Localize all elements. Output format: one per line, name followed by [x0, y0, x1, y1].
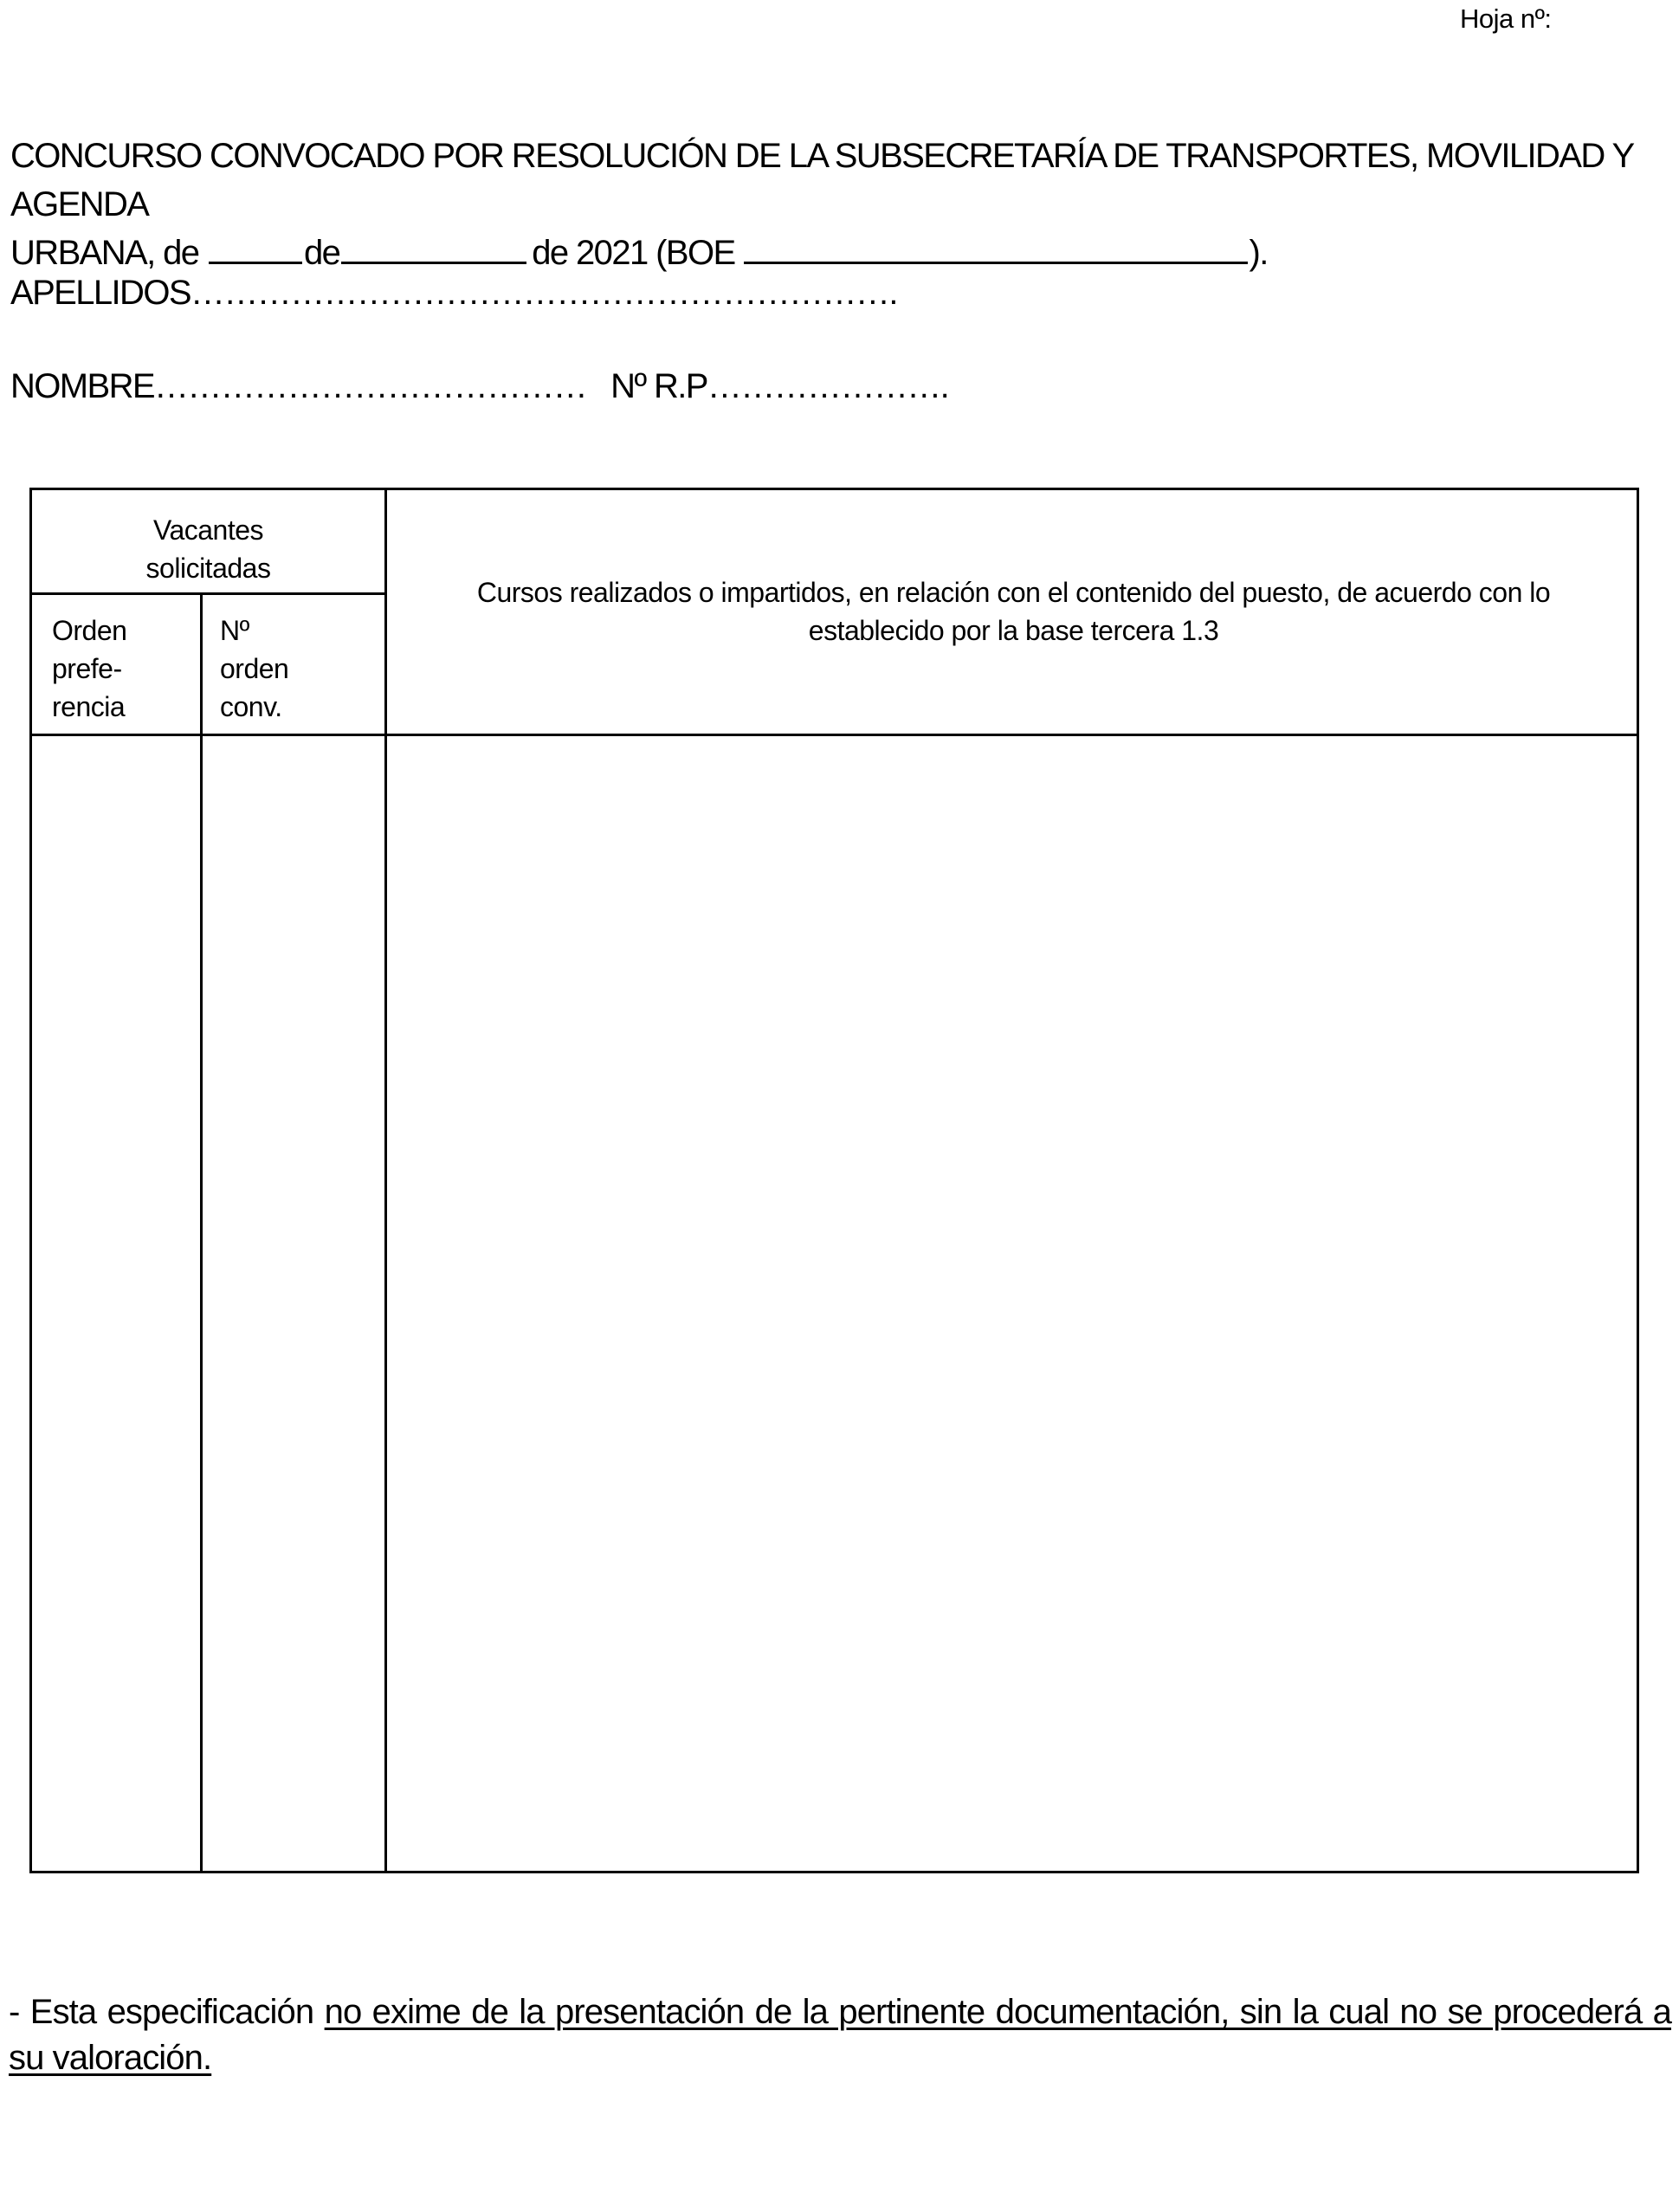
orden-preferencia-header: Orden prefe-rencia: [52, 615, 127, 722]
note-underlined: no exime de la presentación de la pertinente documentación, sin la cual no se procederá a su valoración.: [9, 1993, 1672, 2077]
divider-vacantes-sub: [32, 592, 384, 595]
note-prefix: - Esta especificación: [9, 1993, 314, 2031]
day-blank-field[interactable]: [209, 230, 302, 264]
nombre-row: [10, 367, 948, 406]
title-urbana: URBANA, de: [10, 234, 199, 272]
orden-preferencia-cell[interactable]: [32, 736, 200, 1871]
vacantes-header: Vacantes solicitadas: [145, 514, 271, 584]
document-title: [10, 132, 1669, 277]
boe-blank-field[interactable]: [744, 230, 1248, 264]
numero-orden-header: Nº orden conv.: [220, 615, 289, 722]
cursos-cell[interactable]: [387, 736, 1637, 1871]
title-close: ).: [1249, 234, 1268, 272]
month-blank-field[interactable]: [341, 230, 526, 264]
registro-personal-field[interactable]: Nº R.P………………….: [610, 367, 949, 405]
page-number-label: Hoja nº:: [1460, 3, 1552, 34]
title-year: de 2021 (BOE: [532, 234, 735, 272]
apellidos-field[interactable]: APELLIDOS……………………………………………………….: [10, 274, 897, 312]
title-de: de: [303, 234, 340, 272]
cursos-header: Cursos realizados o impartidos, en relación con el contenido del puesto, de acuerdo con lo establecido por la base tercera 1.3: [476, 577, 1551, 646]
title-line-1: CONCURSO CONVOCADO POR RESOLUCIÓN DE LA SUBSECRETARÍA DE TRANSPORTES, MOVILIDAD Y AGENDA: [10, 137, 1633, 223]
courses-table: [29, 488, 1639, 1873]
title-line-2: [10, 229, 1669, 277]
documentation-note: [9, 1989, 1671, 2081]
nombre-field[interactable]: NOMBRE…………………………………: [10, 367, 587, 405]
numero-orden-cell[interactable]: [203, 736, 384, 1871]
